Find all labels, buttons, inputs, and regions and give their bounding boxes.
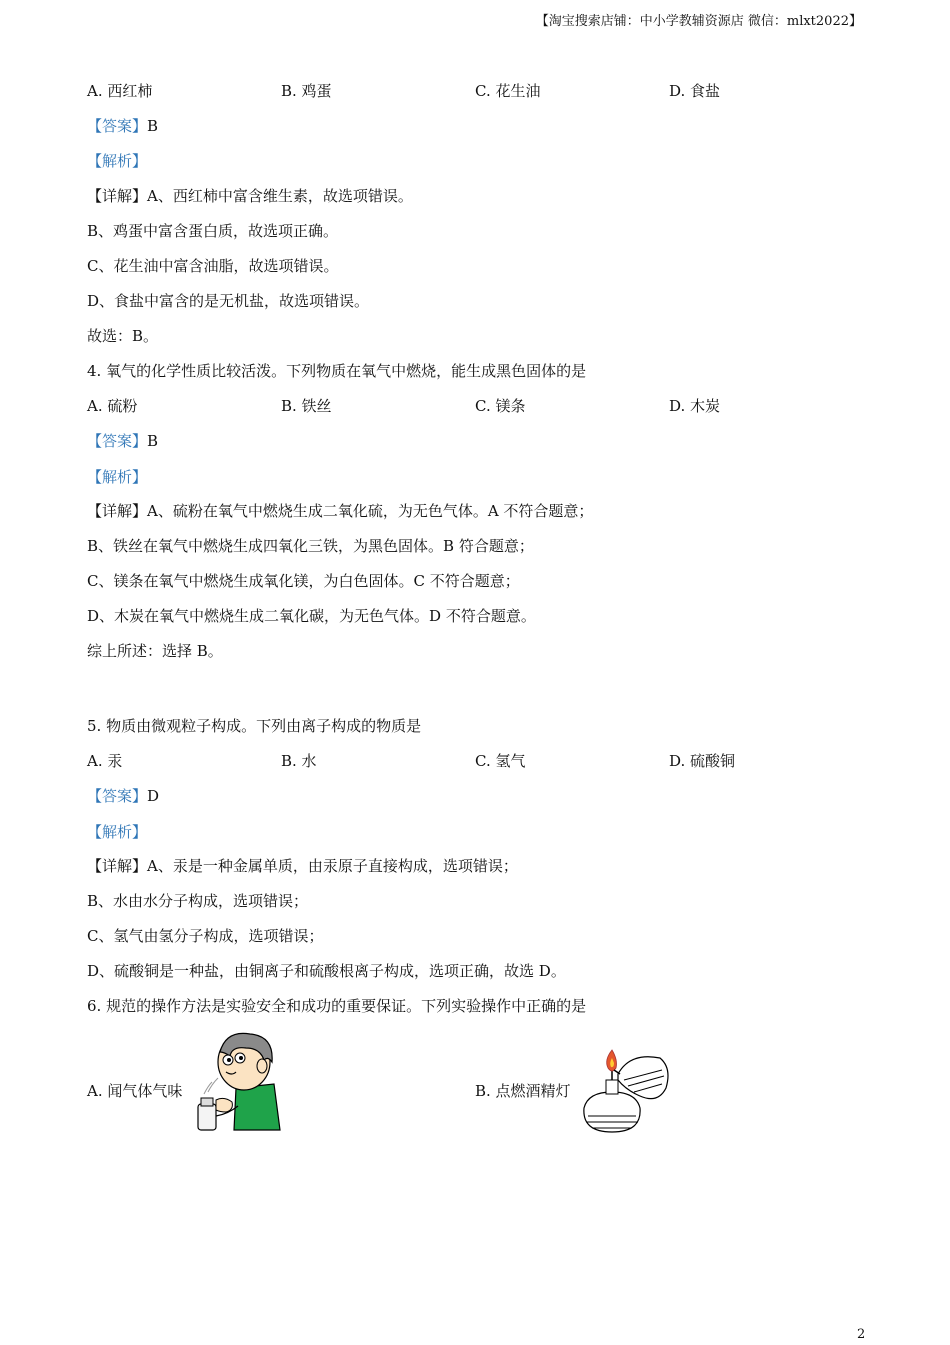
q5-stem: 5. 物质由微观粒子构成。下列由离子构成的物质是 [87, 717, 422, 735]
q3-option-b: B. 鸡蛋 [281, 82, 332, 100]
page-header: 【淘宝搜索店铺：中小学教辅资源店 微信：mlxt2022】 [535, 14, 862, 29]
q5-detail-line: D、硫酸铜是一种盐，由铜离子和硫酸根离子构成，选项正确，故选 D。 [87, 962, 566, 980]
answer-tag: 【答案】 [87, 117, 148, 135]
answer-value: D [147, 787, 160, 805]
q5-detail-line: 【详解】A、汞是一种金属单质，由汞原子直接构成，选项错误； [87, 857, 518, 875]
q3-analysis-tag: 【解析】 [87, 152, 148, 170]
answer-tag: 【答案】 [87, 787, 148, 805]
q5-detail-line: C、氢气由氢分子构成，选项错误； [87, 927, 324, 945]
q4-option-b: B. 铁丝 [281, 397, 332, 415]
answer-value: B [147, 432, 159, 450]
q5-option-c: C. 氢气 [475, 752, 526, 770]
q3-option-c: C. 花生油 [475, 82, 541, 100]
answer-tag: 【答案】 [87, 432, 148, 450]
q3-detail-line: D、食盐中富含的是无机盐，故选项错误。 [87, 292, 370, 310]
q3-detail-line: 【详解】A、西红柿中富含维生素，故选项错误。 [87, 187, 413, 205]
q3-conclusion: 故选：B。 [87, 327, 159, 345]
q4-conclusion: 综上所述：选择 B。 [87, 642, 223, 660]
q6-stem: 6. 规范的操作方法是实验安全和成功的重要保证。下列实验操作中正确的是 [87, 997, 587, 1015]
q5-answer [87, 786, 159, 806]
q4-answer [87, 431, 158, 451]
q5-option-a: A. 汞 [87, 752, 123, 770]
q6-option-b: B. 点燃酒精灯 [475, 1082, 571, 1100]
q5-detail-line: B、水由水分子构成，选项错误； [87, 892, 309, 910]
q4-option-a: A. 硫粉 [87, 397, 138, 415]
q5-option-b: B. 水 [281, 752, 317, 770]
q4-detail-line: B、铁丝在氧气中燃烧生成四氧化三铁，为黑色固体。B 符合题意； [87, 537, 534, 555]
q4-detail-line: D、木炭在氧气中燃烧生成二氧化碳，为无色气体。D 不符合题意。 [87, 607, 536, 625]
page-number: 2 [857, 1327, 866, 1342]
q3-option-a: A. 西红柿 [87, 82, 153, 100]
q5-option-d: D. 硫酸铜 [669, 752, 736, 770]
q3-option-d: D. 食盐 [669, 82, 721, 100]
q5-analysis-tag: 【解析】 [87, 823, 148, 841]
answer-value: B [147, 117, 159, 135]
q4-analysis-tag: 【解析】 [87, 468, 148, 486]
q4-stem: 4. 氧气的化学性质比较活泼。下列物质在氧气中燃烧，能生成黑色固体的是 [87, 362, 587, 380]
q4-detail-line: C、镁条在氧气中燃烧生成氧化镁，为白色固体。C 不符合题意； [87, 572, 520, 590]
alcohol-lamp-illustration [578, 1046, 674, 1134]
q4-detail-line: 【详解】A、硫粉在氧气中燃烧生成二氧化硫，为无色气体。A 不符合题意； [87, 502, 594, 520]
q3-answer [87, 116, 158, 136]
q4-option-c: C. 镁条 [475, 397, 526, 415]
q3-detail-line: B、鸡蛋中富含蛋白质，故选项正确。 [87, 222, 339, 240]
smelling-gas-illustration [190, 1026, 286, 1134]
q4-option-d: D. 木炭 [669, 397, 721, 415]
q3-detail-line: C、花生油中富含油脂，故选项错误。 [87, 257, 339, 275]
q6-option-a: A. 闻气体气味 [87, 1082, 183, 1100]
